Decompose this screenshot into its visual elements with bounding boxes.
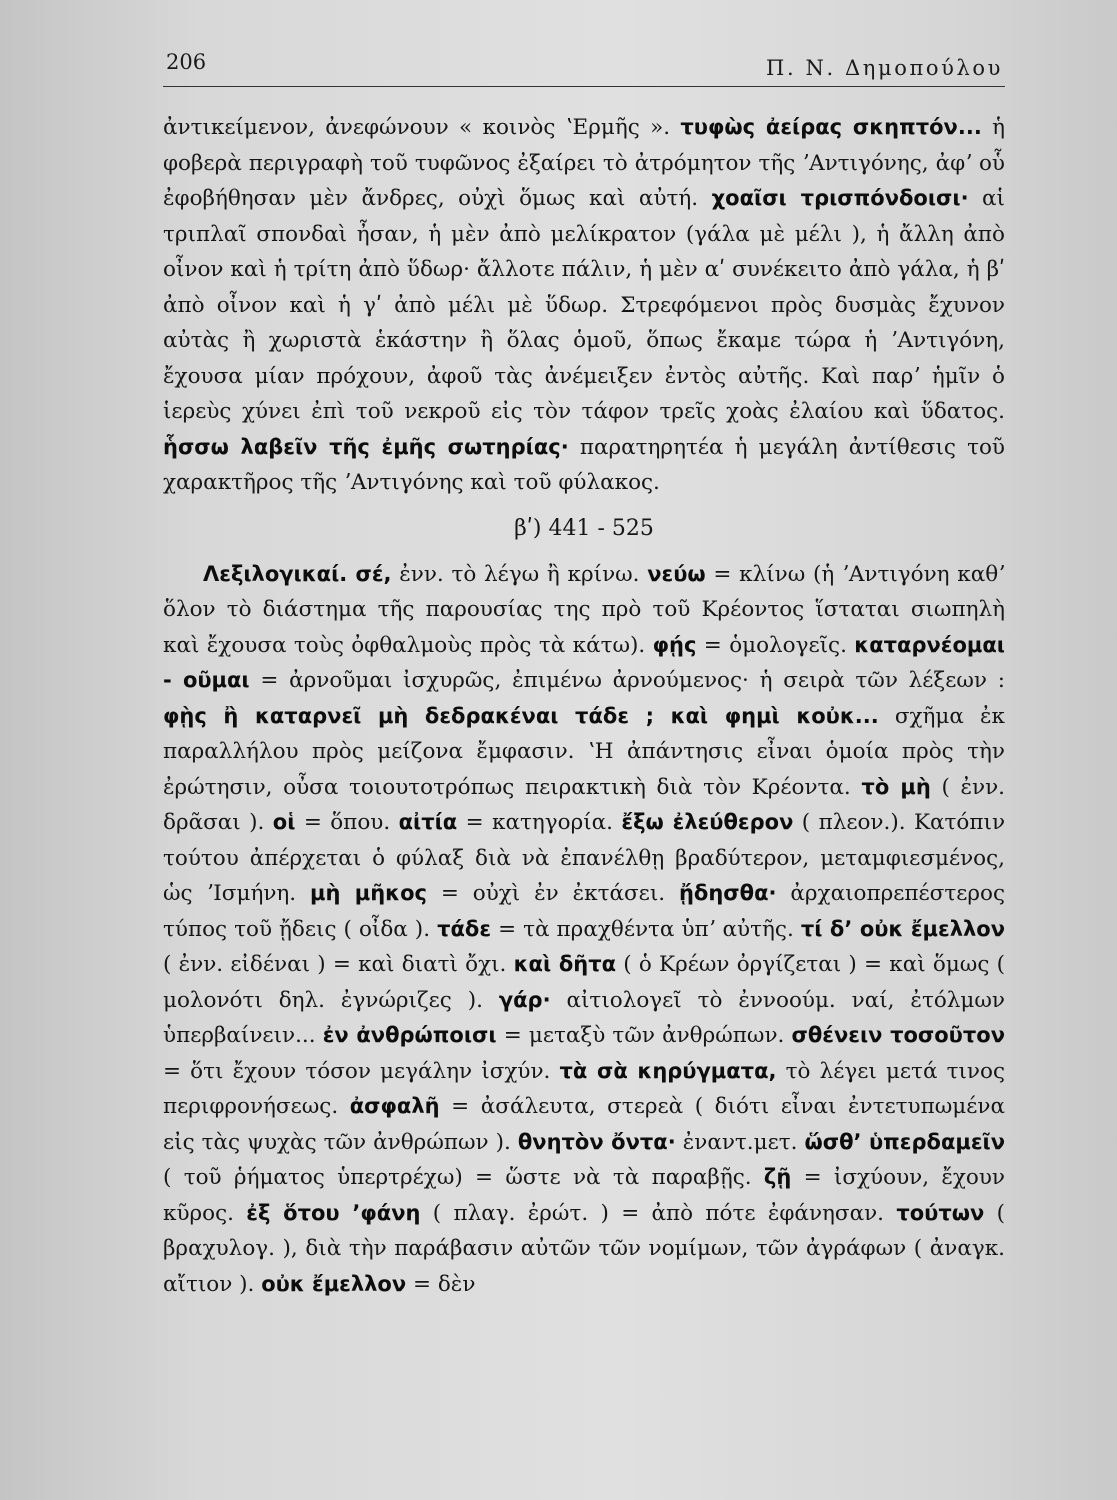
gloss-text: ( τοῦ ῥήματος ὑπερτρέχω) = ὥστε νὰ τὰ παραβῇς. <box>163 1165 764 1190</box>
lemma-term: σθένειν τοσοῦτον <box>791 1023 1005 1047</box>
lemma-term: τάδε <box>437 916 492 941</box>
lemma-term: Λεξιλογικαί. σέ, <box>203 561 392 586</box>
lemma-term: ὥσθʼ ὑπερδαμεῖν <box>804 1129 1006 1154</box>
gloss-text: = δὲν <box>406 1271 476 1297</box>
gloss-text: = ἀρνοῦμαι ἰσχυρῶς, ἐπιμένω ἀρνούμενος· ἡ σειρὰ τῶν λέξεων : <box>249 668 1005 693</box>
lemma-term: ἐξ ὅτου ʼφάνη <box>246 1200 421 1225</box>
gloss-text: ( πλαγ. ἐρώτ. ) = ἀπὸ πότε ἐφάνησαν. <box>420 1200 897 1226</box>
lemma-term: καταρνέομαι - οῦμαι <box>163 632 1005 692</box>
page-header <box>163 46 1005 87</box>
lemma-term: νεύω <box>647 561 706 586</box>
gloss-text: σχῆμα ἐκ παραλλήλου πρὸς μείζονα ἔμφασιν. ʽΗ ἀπάντησις εἶναι ὁμοία πρὸς τὴν ἐρώτησιν, οὖσα τοιουτοτρόπως πειρακτικὴ διὰ τὸν Κρέοντα. <box>163 703 1005 800</box>
gloss-text: ( ἐνν. δρᾶσαι ). <box>163 774 1006 835</box>
gloss-text: ἀρχαιοπρεπέστερος τύπος τοῦ ᾔδεις ( οἶδα ). <box>163 881 1005 942</box>
gloss-text: = ὅτι ἔχουν τόσον μεγάλην ἰσχύν. <box>163 1058 560 1084</box>
lemma-term: φῄς <box>652 632 697 657</box>
gloss-text: ( βραχυλογ. ), διὰ τὴν παράβασιν αὐτῶν τῶν νομίμων, τῶν ἀγράφων ( ἀναγκ. αἴτιον ). <box>163 1200 1005 1297</box>
lemma-term: οἱ <box>272 810 296 834</box>
gloss-text: παρατηρητέα ἡ μεγάλη ἀντίθεσις τοῦ χαρακτῆρος τῆς ʼΑντιγόνης καὶ τοῦ φύλακος. <box>163 434 1006 495</box>
lemma-term: ἀσφαλῆ <box>349 1094 440 1118</box>
lemma-term: ᾔδησθα· <box>678 881 777 905</box>
lemma-term: φῂς ἢ καταρνεῖ μὴ δεδρακέναι τάδε ; καὶ φημὶ κοὐκ... <box>163 703 879 728</box>
lemma-term: ζῇ <box>763 1165 792 1189</box>
gloss-text: = κατηγορία. <box>457 810 622 835</box>
lemma-term: τυφὼς ἀείρας σκηπτόν... <box>680 115 982 139</box>
lemma-term: τούτων <box>896 1200 985 1225</box>
lemma-term: ἔξω ἐλεύθερον <box>621 810 794 834</box>
gloss-text: = μεταξὺ τῶν ἀνθρώπων. <box>496 1023 792 1048</box>
gloss-text: ἡ φοβερὰ περιγραφὴ τοῦ τυφῶνος ἐξαίρει τὸ ἀτρόμητον τῆς ʼΑντιγόνης, ἀφʼ οὗ ἐφοβήθησαν μὲν ἄνδρες, οὐχὶ ὅμως καὶ αὐτή. <box>163 115 1005 211</box>
lemma-term: χοαῖσι τρισπόνδοισι· <box>711 186 969 210</box>
lemma-term: ἧσσω λαβεῖν τῆς ἐμῆς σωτηρίας· <box>163 434 569 459</box>
gloss-text: = τὰ πραχθέντα ὑπʼ αὐτῆς. <box>491 916 801 942</box>
lemma-term: καὶ δῆτα <box>513 952 617 976</box>
vocabulary-paragraph <box>163 557 1005 1303</box>
gloss-text: = ὅπου. <box>295 810 399 835</box>
commentary-paragraph-1 <box>163 110 1005 501</box>
lemma-term: τὸ μὴ <box>861 774 931 799</box>
gloss-text: ἐνν. τὸ λέγω ἢ κρίνω. <box>391 561 648 587</box>
gloss-text: ( ἐνν. εἰδέναι ) = καὶ διατὶ ὄχι. <box>163 952 514 977</box>
running-head: Π. Ν. Δημοπούλου <box>766 56 1003 80</box>
gloss-text: = ἰσχύουν, ἔχουν κῦρος. <box>163 1165 1006 1226</box>
gloss-text: αἱ τριπλαῖ σπονδαὶ ἦσαν, ἡ μὲν ἀπὸ μελίκρατον (γάλα μὲ μέλι ), ἡ ἄλλη ἀπὸ οἶνον καὶ ἡ τρίτη ἀπὸ ὕδωρ· ἄλλοτε πάλιν, ἡ μὲν αʹ συνέκειτο ἀπὸ γάλα, ἡ βʹ ἀπὸ οἶνον καὶ ἡ γʹ ἀπὸ μέλι μὲ ὕδωρ. Στρεφόμενοι πρὸς δυσμὰς ἔχυνον αὐτὰς ἢ χωριστὰ ἑκάστην ἢ ὅλας ὁμοῦ, ὅπως ἔκαμε τώρα ἡ ʼΑντιγόνη, ἔχουσα μίαν πρόχουν, ἀφοῦ τὰς ἀνέμειξεν ἐντὸς αὐτῆς. Καὶ παρʼ ἡμῖν ὁ ἱερεὺς χύνει ἐπὶ τοῦ νεκροῦ εἰς τὸν τάφον τρεῖς χοὰς ἐλαίου καὶ ὕδατος. <box>163 186 1005 424</box>
gloss-text: = κλίνω (ἡ ʼΑντιγόνη καθʼ ὅλον τὸ διάστημα τῆς παρουσίας της πρὸ τοῦ Κρέοντος ἵσταται σιωπηλὴ καὶ ἔχουσα τοὺς ὀφθαλμοὺς πρὸς τὰ κάτω). <box>163 561 1005 658</box>
lemma-term: ἐν ἀνθρώποισι <box>322 1023 497 1047</box>
lemma-term: οὐκ ἔμελλον <box>261 1271 407 1296</box>
lemma-term: γάρ· <box>498 987 551 1012</box>
lemma-term: τὰ σὰ κηρύγματα, <box>559 1058 777 1083</box>
gloss-text: τὸ λέγει μετά τινος περιφρονήσεως. <box>163 1058 1005 1119</box>
gloss-text: = ἀσάλευτα, στερεὰ ( διότι εἶναι ἐντετυπωμένα εἰς τὰς ψυχὰς τῶν ἀνθρώπων ). <box>163 1094 1005 1155</box>
section-heading: βʹ) 441 - 525 <box>514 515 654 541</box>
lemma-term: θνητὸν ὄντα· <box>517 1129 676 1154</box>
gloss-text: = οὐχὶ ἐν ἐκτάσει. <box>426 881 679 906</box>
page-number: 206 <box>166 50 207 74</box>
gloss-text: ἀντικείμενον, ἀνεφώνουν « κοινὸς ʽΕρμῆς ». <box>163 115 681 140</box>
gloss-text: = ὁμολογεῖς. <box>696 632 855 658</box>
gloss-text: ἐναντ.μετ. <box>675 1129 805 1155</box>
gloss-text: ( ὁ Κρέων ὀργίζεται ) = καὶ ὅμως ( μολονότι δηλ. ἐγνώριζες ). <box>163 952 1005 1013</box>
lemma-term: μὴ μῆκος <box>310 881 427 905</box>
gloss-text: αἰτιολογεῖ τὸ ἐννοούμ. ναί, ἐτόλμων ὑπερβαίνειν... <box>163 987 1005 1048</box>
gloss-text: ( πλεον.). Κατόπιν τούτου ἀπέρχεται ὁ φύλαξ διὰ νὰ ἐπανέλθῃ βραδύτερον, μεταμφιεσμένος, ὡς ʼΙσμήνη. <box>163 810 1006 906</box>
lemma-term: τί δʼ οὐκ ἔμελλον <box>800 916 1005 941</box>
lemma-term: αἰτία <box>398 810 458 834</box>
body-text <box>163 110 1005 1302</box>
